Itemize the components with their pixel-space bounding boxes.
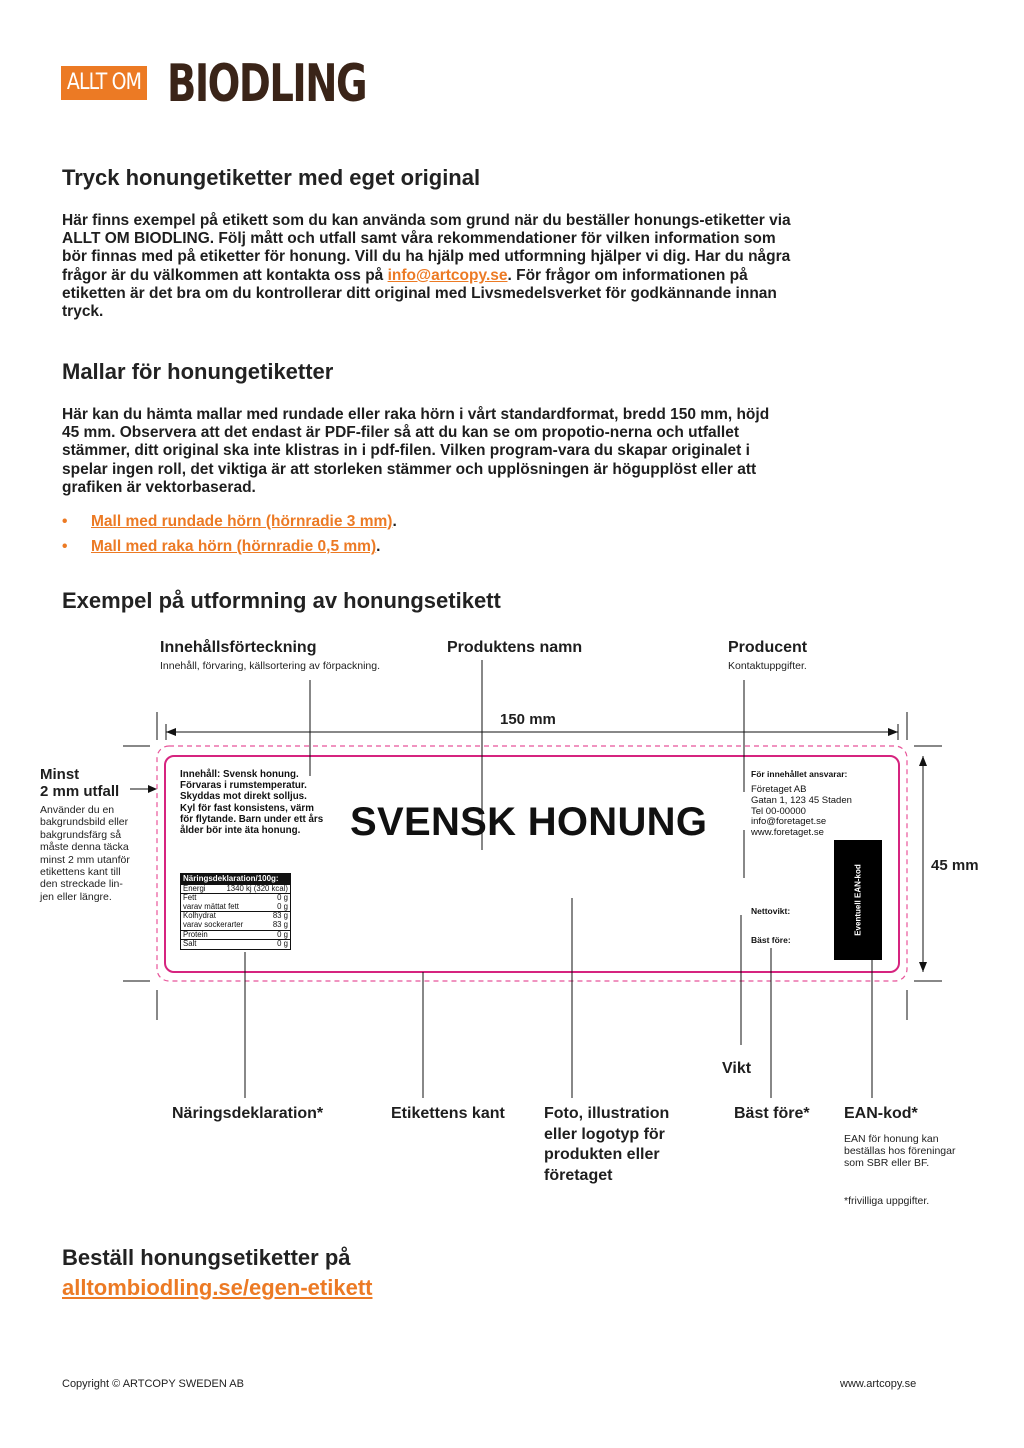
company-contact: Företaget AB Gatan 1, 123 45 Staden Tel 00-00000 info@foretaget.se www.foretaget.se — [751, 784, 852, 839]
bast-label: Bäst före* — [734, 1105, 810, 1122]
straight-template-link[interactable]: Mall med raka hörn (hörnradie 0,5 mm) — [91, 538, 377, 555]
bullet-1: • — [62, 513, 68, 530]
producent-title: Producent — [728, 639, 808, 656]
nutrition-row: varav mättat fett 0 g — [183, 901, 288, 911]
nutrition-header: Näringsdeklaration/100g: — [181, 874, 290, 885]
innehall-title: Innehållsförteckning — [160, 639, 317, 656]
section3-title: Exempel på utformning av honungsetikett — [62, 588, 501, 613]
section1-title: Tryck honungetiketter med eget original — [62, 165, 481, 190]
height-dimension: 45 mm — [931, 857, 979, 874]
rounded-template-link[interactable]: Mall med rundade hörn (hörnradie 3 mm) — [91, 513, 393, 530]
bullet-2: • — [62, 538, 68, 555]
section2-title: Mallar för honungetiketter — [62, 359, 334, 384]
ean-placeholder-text: Eventuell EAN-kod — [853, 864, 863, 936]
vikt-label: Vikt — [722, 1060, 752, 1077]
nutrition-row: Kolhydrat 83 g — [183, 911, 288, 921]
width-dimension: 150 mm — [500, 711, 556, 728]
minst-title: Minst 2 mm utfall — [40, 766, 120, 800]
order-link[interactable]: alltombiodling.se/egen-etikett — [62, 1275, 373, 1300]
label-ingredients: Innehåll: Svensk honung. Förvaras i rumstemperatur. Skyddas mot direkt solljus. Kyl för fast konsistens, värm för flytande. Barn under ett års ålder bör inte äta honung. — [180, 769, 324, 837]
footer-copyright: Copyright © ARTCOPY SWEDEN AB — [62, 1378, 244, 1390]
nutrition-row: Protein 0 g — [183, 929, 288, 939]
ean-sub: EAN för honung kan beställas hos föreningar som SBR eller BF. — [844, 1133, 956, 1169]
section1-text: Här finns exempel på etikett som du kan använda som grund när du beställer honungs-etiketter via ALLT OM BIODLING. Följ mått och utfall samt våra rekommendationer för vilken information som bör finnas med på etiketter för honung. Vill du ha hjälp med utformning hjälper vi dig. Har du några frågor är du välkommen att kontakta oss på info@artcopy.se. För frågor om informationen på etiketten är det bra om du kontrollerar ditt original med Livsmedelsverket för godkännande innan tryck. — [62, 212, 791, 321]
label-product-name: SVENSK HONUNG — [350, 800, 708, 844]
nutrition-row: Energi 1340 kj (320 kcal) — [183, 883, 288, 893]
responsible-head: För innehållet ansvarar: — [751, 769, 848, 779]
foto-label: Foto, illustration eller logotyp för produkten eller företaget — [544, 1105, 670, 1184]
bast-fore-field: Bäst före: — [751, 935, 791, 945]
kant-label: Etikettens kant — [391, 1105, 505, 1122]
minst-text: Använder du en bakgrundsbild eller bakgrundsfärg så måste denna täcka minst 2 mm utanför etikettens kant till den streckade lin- jen eller längre. — [40, 804, 130, 903]
email-link[interactable]: info@artcopy.se — [387, 266, 508, 284]
template-link-straight: Mall med raka hörn (hörnradie 0,5 mm). — [91, 538, 381, 555]
order-cta: Beställ honungsetiketter på alltombiodling.se/egen-etikett — [62, 1245, 373, 1300]
innehall-sub: Innehåll, förvaring, källsortering av förpackning. — [160, 660, 381, 672]
ean-label: EAN-kod* — [844, 1105, 918, 1122]
logo-biodling: BIODLING — [167, 54, 367, 114]
producent-sub: Kontaktuppgifter. — [728, 660, 807, 672]
nutrition-row: Fett 0 g — [183, 893, 288, 903]
optional-note: *frivilliga uppgifter. — [844, 1195, 930, 1207]
produktnamn-title: Produktens namn — [447, 639, 583, 656]
nutrition-row: varav sockerarter 83 g — [183, 919, 288, 929]
section2-text: Här kan du hämta mallar med rundade eller raka hörn i vårt standardformat, bredd 150 mm, höjd 45 mm. Observera att det endast är PDF-filer så att du kan se om propotio-nerna och utfallet stämmer, ditt original ska inte klistras in i pdf-filen. Vilken program-vara du skapar originalet i spelar ingen roll, det viktiga är att storleken stämmer och upplösningen är högupplöst eller att grafiken är vektorbaserad. — [62, 406, 770, 496]
nutrition-row: Salt 0 g — [183, 939, 288, 949]
logo-allt-om: ALLT OM — [61, 66, 147, 100]
footer-site: www.artcopy.se — [840, 1378, 917, 1390]
template-link-rounded: Mall med rundade hörn (hörnradie 3 mm). — [91, 513, 397, 530]
naring-label: Näringsdeklaration* — [172, 1105, 324, 1122]
nutrition-table — [180, 873, 291, 950]
nettovikt-field: Nettovikt: — [751, 906, 791, 916]
